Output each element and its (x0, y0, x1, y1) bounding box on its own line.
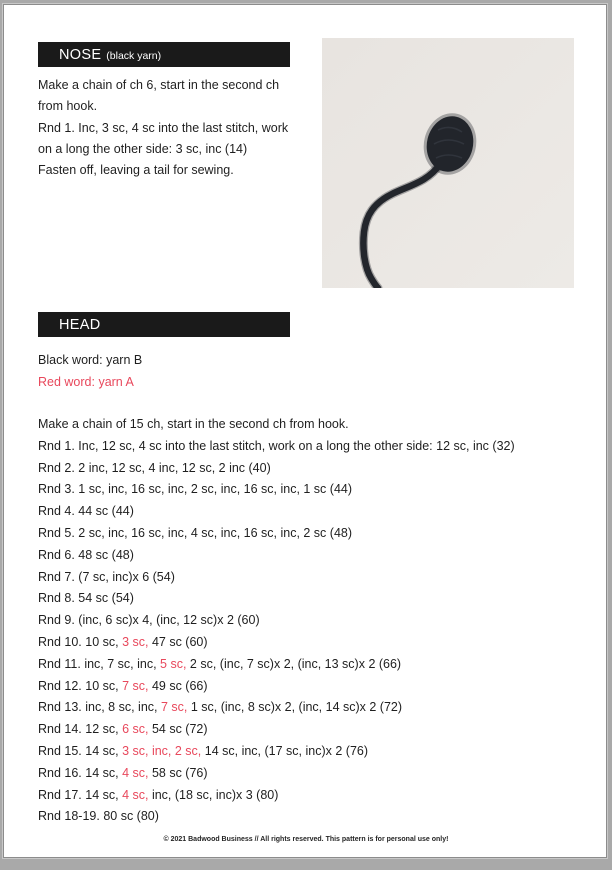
head-instructions (38, 414, 515, 828)
pattern-line (38, 372, 142, 394)
pattern-segment: 1 sc, (inc, 8 sc)x 2, (inc, 14 sc)x 2 (72) (187, 700, 403, 715)
pattern-line (38, 741, 515, 763)
pattern-line (38, 676, 515, 698)
nose-section-title: NOSE (59, 46, 102, 63)
pattern-line (38, 414, 515, 436)
nose-section-header (38, 42, 290, 67)
pattern-segment: on a long the other side: 3 sc, inc (14) (38, 141, 248, 156)
head-section-title: HEAD (59, 316, 101, 333)
pattern-line (38, 654, 515, 676)
pattern-segment: Rnd 5. 2 sc, inc, 16 sc, inc, 4 sc, inc, 16 sc, inc, 2 sc (48) (38, 525, 353, 540)
pattern-segment: Black word: yarn B (38, 353, 143, 367)
pattern-line (38, 436, 515, 458)
pattern-line (38, 632, 515, 654)
pattern-line (38, 523, 515, 545)
pattern-segment: Rnd 14. 12 sc, (38, 722, 123, 737)
pattern-segment: Make a chain of 15 ch, start in the second ch from hook. (38, 417, 349, 431)
pattern-line (38, 139, 288, 160)
pattern-line (38, 118, 288, 139)
pattern-segment: Rnd 7. (7 sc, inc)x 6 (54) (38, 569, 175, 584)
pattern-line (38, 96, 288, 117)
copyright-footer: © 2021 Badwood Business // All rights reserved. This pattern is for personal use only! (163, 836, 449, 843)
pattern-line (38, 160, 288, 181)
pattern-segment: 14 sc, inc, (17 sc, inc)x 2 (76) (201, 743, 369, 758)
pattern-segment: inc, (18 sc, inc)x 3 (80) (148, 787, 279, 802)
head-section-header (38, 312, 290, 337)
pattern-segment: Rnd 15. 14 sc, (38, 743, 123, 758)
pattern-segment: Rnd 8. 54 sc (54) (38, 591, 134, 606)
pattern-line (38, 588, 515, 610)
pattern-segment: Rnd 2. 2 inc, 12 sc, 4 inc, 12 sc, 2 inc (40) (38, 460, 271, 475)
pattern-segment: 7 sc, (122, 678, 149, 693)
pattern-line (38, 545, 515, 567)
pattern-segment: Rnd 6. 48 sc (48) (38, 547, 134, 562)
pattern-line (38, 697, 515, 719)
pattern-segment: 3 sc, (122, 634, 149, 649)
pattern-line (38, 458, 515, 480)
pattern-line (38, 479, 515, 501)
pattern-segment: Rnd 1. Inc, 12 sc, 4 sc into the last stitch, work on a long the other side: 12 sc, inc (32) (38, 438, 515, 453)
pattern-line (38, 567, 515, 589)
pattern-segment: 47 sc (60) (148, 634, 208, 649)
pattern-segment: Rnd 11. inc, 7 sc, inc, (38, 656, 161, 671)
pattern-segment: 4 sc, (122, 787, 149, 802)
pattern-line (38, 501, 515, 523)
pattern-segment: Rnd 9. (inc, 6 sc)x 4, (inc, 12 sc)x 2 (60) (38, 613, 260, 628)
pattern-line (38, 75, 288, 96)
pattern-line (38, 350, 142, 372)
pattern-segment: 49 sc (66) (148, 678, 208, 693)
pattern-segment: 6 sc, (122, 722, 149, 737)
pattern-segment: Rnd 10. 10 sc, (38, 634, 123, 649)
pattern-segment: 58 sc (76) (148, 765, 208, 780)
pattern-line (38, 719, 515, 741)
pattern-segment: 5 sc, (160, 656, 187, 671)
pattern-line (38, 806, 515, 828)
nose-instructions (38, 75, 288, 181)
pattern-segment: Red word: yarn A (38, 374, 134, 389)
pattern-segment: Rnd 16. 14 sc, (38, 765, 123, 780)
nose-section-subtitle: (black yarn) (106, 49, 162, 62)
pattern-segment: Rnd 13. inc, 8 sc, inc, (38, 700, 161, 715)
pattern-segment: Rnd 3. 1 sc, inc, 16 sc, inc, 2 sc, inc, 16 sc, inc, 1 sc (44) (38, 482, 353, 497)
nose-photo (322, 38, 574, 288)
pattern-segment: Make a chain of ch 6, start in the second ch (38, 78, 280, 92)
pattern-segment: Rnd 18-19. 80 sc (80) (38, 809, 159, 824)
pattern-segment: 7 sc, (160, 700, 188, 715)
pattern-segment: 4 sc, (122, 765, 149, 780)
pattern-segment: 2 sc, (inc, 7 sc)x 2, (inc, 13 sc)x 2 (66) (186, 656, 402, 671)
pattern-line (38, 785, 515, 807)
pattern-segment: from hook. (38, 99, 98, 114)
pattern-segment: Rnd 1. Inc, 3 sc, 4 sc into the last stitch, work (38, 120, 289, 135)
pattern-segment: Rnd 4. 44 sc (44) (38, 504, 134, 519)
pattern-segment: 54 sc (72) (148, 722, 208, 737)
yarn-color-legend (38, 350, 142, 393)
pattern-segment: Rnd 12. 10 sc, (38, 678, 123, 693)
pattern-segment: Fasten off, leaving a tail for sewing. (38, 163, 234, 178)
pattern-segment: 3 sc, inc, 2 sc, (122, 743, 202, 758)
pattern-line (38, 763, 515, 785)
pattern-line (38, 610, 515, 632)
pattern-segment: Rnd 17. 14 sc, (38, 787, 123, 802)
